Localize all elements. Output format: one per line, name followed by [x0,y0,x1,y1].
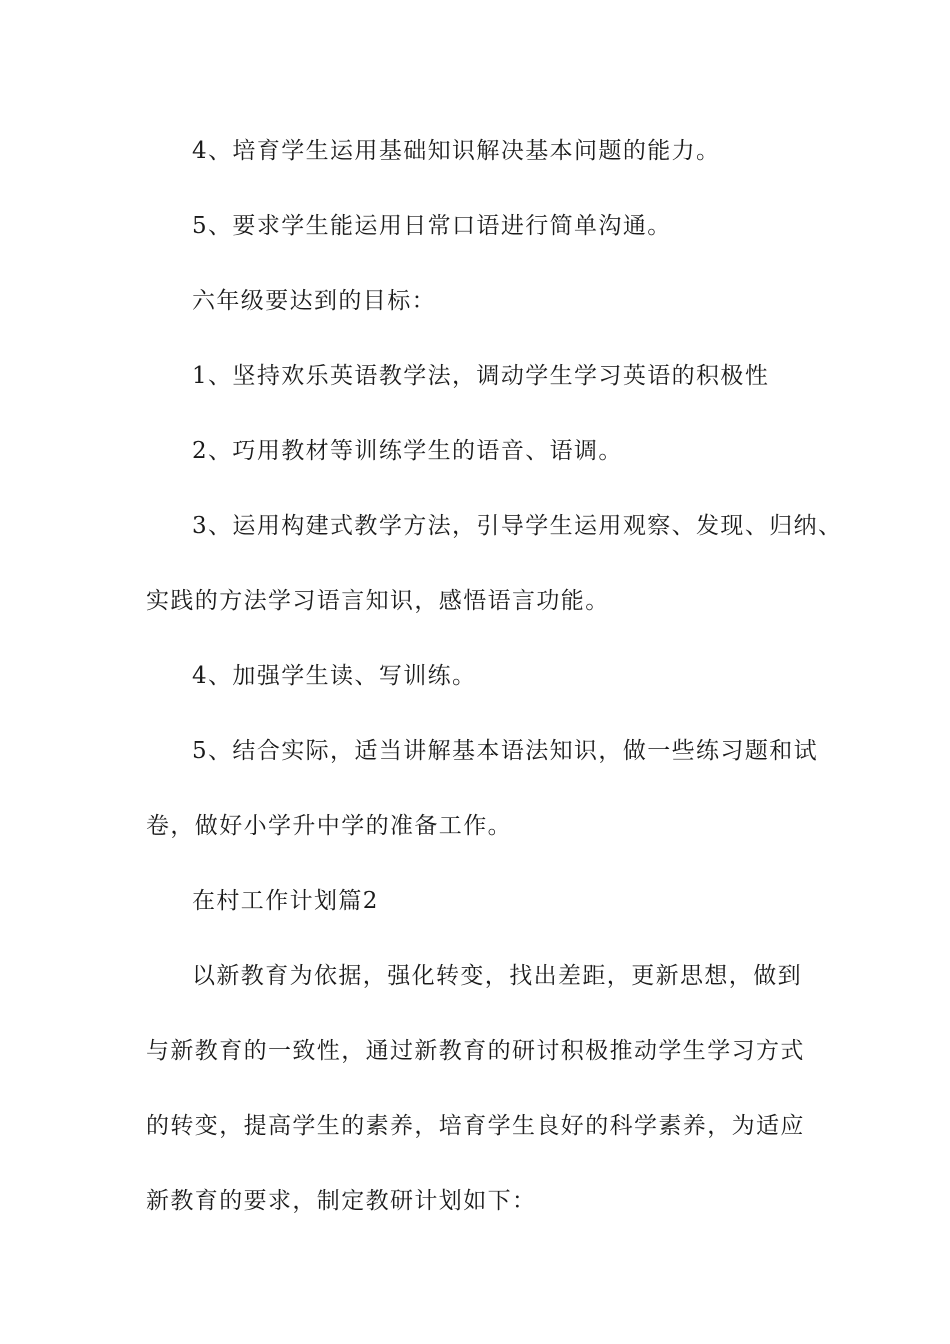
paragraph-line: 与新教育的一致性，通过新教育的研讨积极推动学生学习方式 [146,1038,805,1064]
paragraph-line: 4、培育学生运用基础知识解决基本问题的能力。 [192,138,721,164]
paragraph-line: 1、坚持欢乐英语教学法，调动学生学习英语的积极性 [192,363,770,389]
section-title: 在村工作计划篇2 [192,888,379,914]
paragraph-line: 新教育的要求，制定教研计划如下： [146,1188,537,1214]
paragraph-line: 的转变，提高学生的素养，培育学生良好的科学素养，为适应 [146,1113,805,1139]
paragraph-line: 实践的方法学习语言知识，感悟语言功能。 [146,588,610,614]
paragraph-line: 4、加强学生读、写训练。 [192,663,477,689]
paragraph-line: 5、结合实际，适当讲解基本语法知识，做一些练习题和试 [192,738,819,764]
paragraph-line: 2、巧用教材等训练学生的语音、语调。 [192,438,623,464]
paragraph-line: 卷，做好小学升中学的准备工作。 [146,813,512,839]
section-heading: 六年级要达到的目标： [192,288,436,314]
paragraph-line: 5、要求学生能运用日常口语进行简单沟通。 [192,213,672,239]
paragraph-line: 以新教育为依据，强化转变，找出差距，更新思想，做到 [192,963,802,989]
paragraph-line: 3、运用构建式教学方法，引导学生运用观察、发现、归纳、 [192,513,843,539]
